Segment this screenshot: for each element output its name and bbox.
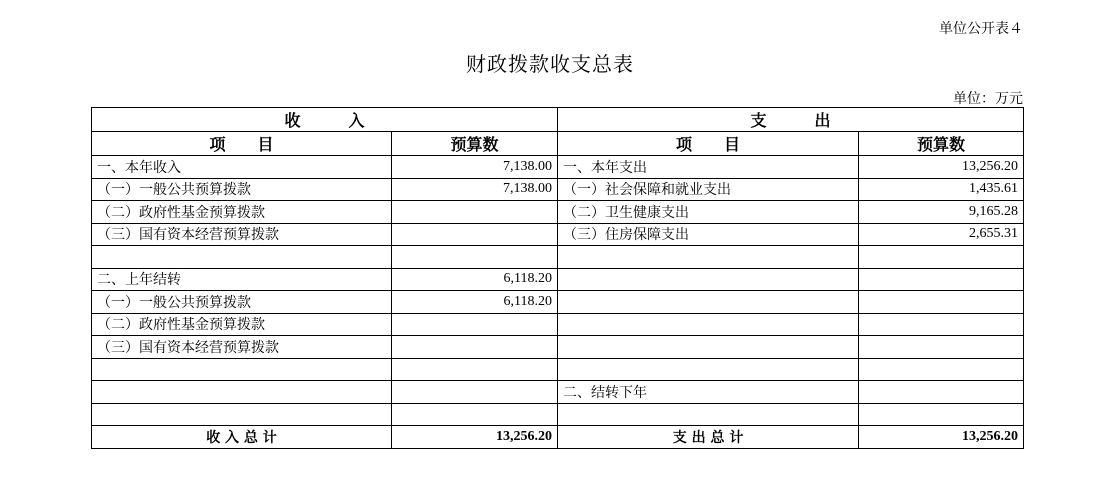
table-row: [92, 178, 1024, 201]
expense-value-cell: 13,256.20: [859, 156, 1024, 179]
document-title: 财政拨款收支总表: [466, 52, 634, 76]
expense-group-header: 支 出: [558, 108, 1024, 132]
income-budget-header: 预算数: [392, 132, 558, 156]
expense-value-cell: [859, 291, 1024, 314]
income-value-cell: [392, 358, 558, 381]
budget-summary-table: [91, 107, 1024, 449]
unit-label: 单位：万元: [953, 91, 1023, 107]
income-value-cell: [392, 336, 558, 359]
table-row: [92, 336, 1024, 359]
table-row: [92, 156, 1024, 179]
expense-budget-header: 预算数: [859, 132, 1024, 156]
expense-value-cell: [859, 268, 1024, 291]
table-row: [92, 223, 1024, 246]
income-item-cell: [92, 358, 392, 381]
income-value-cell: [392, 313, 558, 336]
table-row: [92, 381, 1024, 404]
income-value-cell: 7,138.00: [392, 156, 558, 179]
expense-item-cell: 二、结转下年: [558, 381, 859, 404]
expense-item-header: 项 目: [558, 132, 859, 156]
table-row: [92, 201, 1024, 224]
income-item-cell: 二、上年结转: [92, 268, 392, 291]
expense-item-cell: （三）住房保障支出: [558, 223, 859, 246]
expense-value-cell: 1,435.61: [859, 178, 1024, 201]
income-item-cell: （二）政府性基金预算拨款: [92, 201, 392, 224]
expense-item-cell: [558, 291, 859, 314]
income-value-cell: 7,138.00: [392, 178, 558, 201]
expense-item-cell: （二）卫生健康支出: [558, 201, 859, 224]
expense-item-cell: [558, 268, 859, 291]
income-value-cell: [392, 223, 558, 246]
expense-value-cell: [859, 403, 1024, 426]
table-row: [92, 268, 1024, 291]
income-value-cell: 6,118.20: [392, 291, 558, 314]
income-item-header: 项 目: [92, 132, 392, 156]
table-row: [92, 313, 1024, 336]
expense-item-cell: [558, 336, 859, 359]
income-item-cell: （一）一般公共预算拨款: [92, 178, 392, 201]
table-row: [92, 358, 1024, 381]
income-item-cell: [92, 246, 392, 269]
expense-value-cell: [859, 381, 1024, 404]
total-expense-value: 13,256.20: [859, 426, 1024, 449]
income-item-cell: （二）政府性基金预算拨款: [92, 313, 392, 336]
expense-value-cell: [859, 358, 1024, 381]
expense-item-cell: [558, 403, 859, 426]
total-income-value: 13,256.20: [392, 426, 558, 449]
expense-value-cell: [859, 313, 1024, 336]
expense-item-cell: [558, 358, 859, 381]
table-row: [92, 291, 1024, 314]
table-row: [92, 403, 1024, 426]
table-row: [92, 246, 1024, 269]
income-value-cell: [392, 403, 558, 426]
income-value-cell: [392, 201, 558, 224]
income-value-cell: 6,118.20: [392, 268, 558, 291]
expense-value-cell: 9,165.28: [859, 201, 1024, 224]
income-item-cell: （三）国有资本经营预算拨款: [92, 336, 392, 359]
income-item-cell: [92, 403, 392, 426]
expense-item-cell: [558, 246, 859, 269]
expense-item-cell: （一）社会保障和就业支出: [558, 178, 859, 201]
expense-item-cell: 一、本年支出: [558, 156, 859, 179]
income-item-cell: [92, 381, 392, 404]
income-item-cell: （三）国有资本经营预算拨款: [92, 223, 392, 246]
total-income-label: 收 入 总 计: [92, 426, 392, 449]
expense-value-cell: 2,655.31: [859, 223, 1024, 246]
expense-value-cell: [859, 246, 1024, 269]
income-value-cell: [392, 246, 558, 269]
income-item-cell: 一、本年收入: [92, 156, 392, 179]
expense-item-cell: [558, 313, 859, 336]
income-item-cell: （一）一般公共预算拨款: [92, 291, 392, 314]
expense-value-cell: [859, 336, 1024, 359]
income-value-cell: [392, 381, 558, 404]
column-header-row: [92, 132, 1024, 156]
total-row: [92, 426, 1024, 449]
income-group-header: 收 入: [92, 108, 558, 132]
table-code-label: 单位公开表４: [939, 21, 1023, 37]
group-header-row: [92, 108, 1024, 132]
total-expense-label: 支 出 总 计: [558, 426, 859, 449]
